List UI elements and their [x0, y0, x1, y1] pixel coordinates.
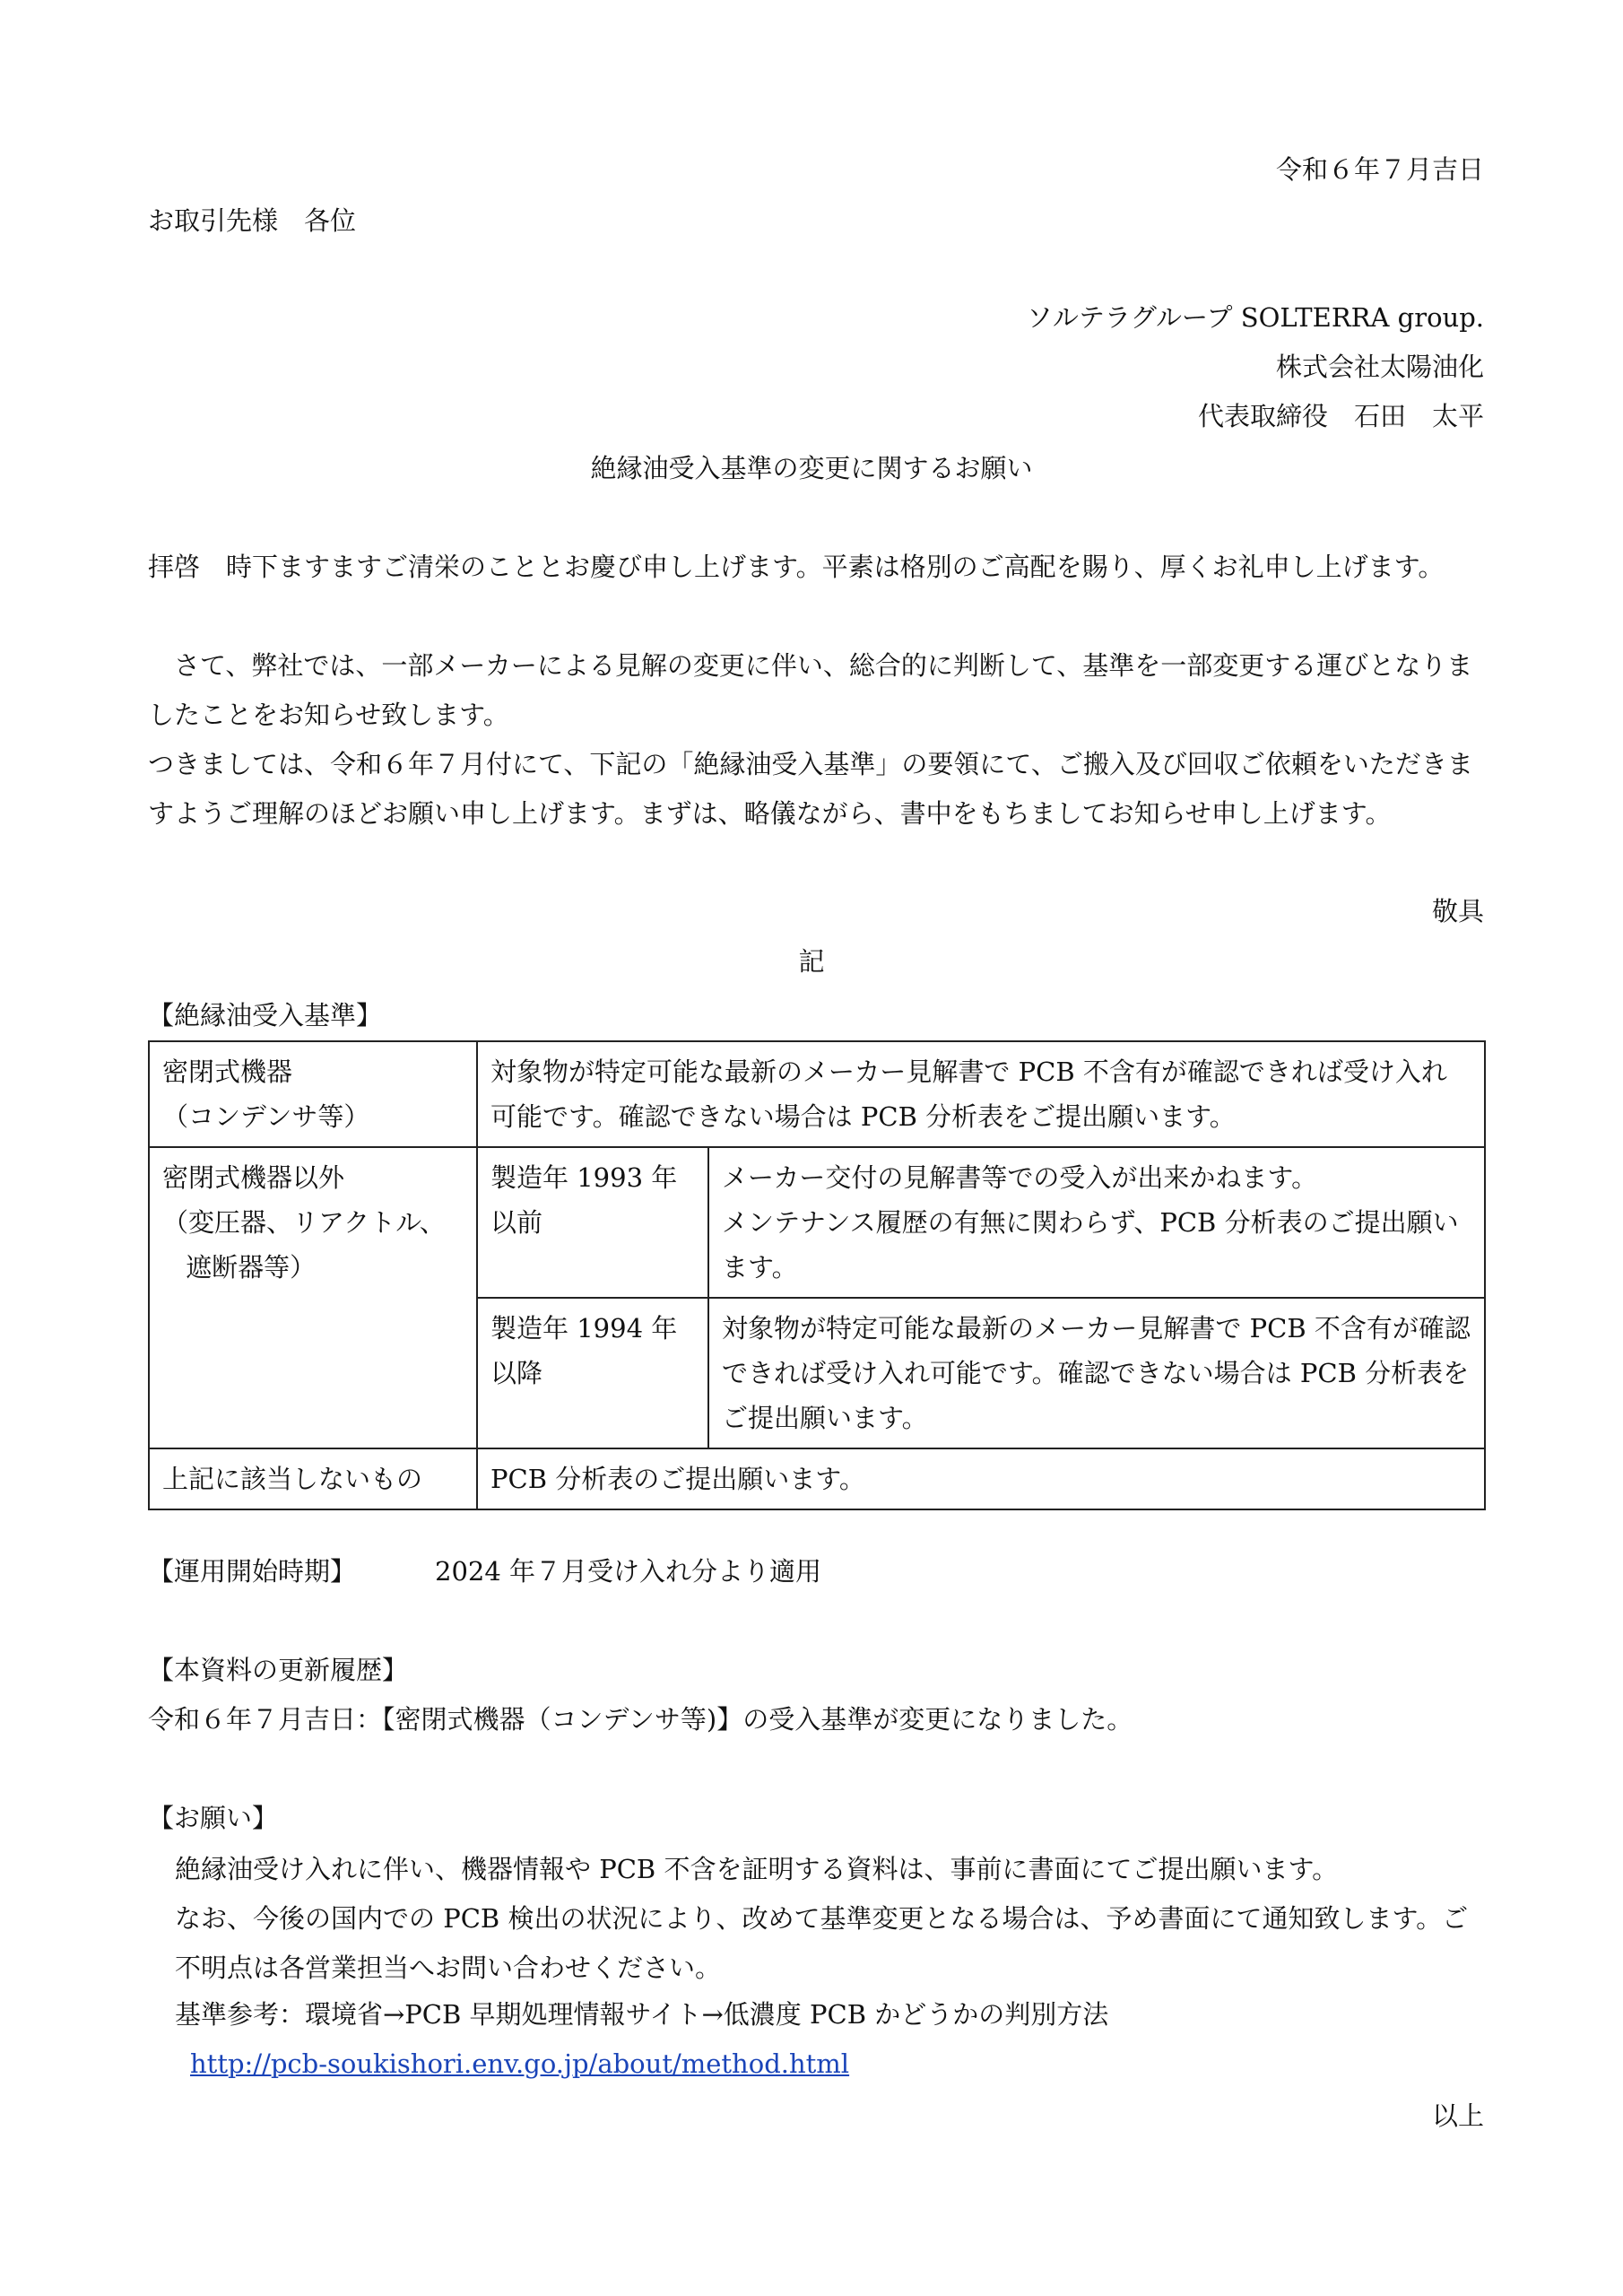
- table-row: [149, 1448, 1485, 1509]
- criteria-text-cell: 対象物が特定可能な最新のメーカー見解書で PCB 不含有が確認できれば受け入れ可能です。確認できない場合は PCB 分析表をご提出願います。: [477, 1041, 1485, 1147]
- history-label: 【本資料の更新履歴】: [148, 1655, 409, 1685]
- category-cell: 上記に該当しないもの: [149, 1448, 477, 1509]
- criteria-table: [148, 1040, 1486, 1510]
- end-mark: 以上: [1431, 2100, 1484, 2131]
- sender-group: ソルテラグループ SOLTERRA group.: [1026, 302, 1484, 333]
- reference-link[interactable]: http://pcb-soukishori.env.go.jp/about/method.html: [190, 2048, 850, 2079]
- category-cell: [149, 1147, 477, 1448]
- table-row: [149, 1041, 1485, 1147]
- document-title: 絶縁油受入基準の変更に関するお願い: [590, 453, 1033, 483]
- notice-paragraph: さて、弊社では、一部メーカーによる見解の変更に伴い、総合的に判断して、基準を一部変更する運びとなりましたことをお知らせ致します。: [148, 650, 1473, 730]
- recipient: お取引先様 各位: [148, 205, 357, 236]
- year-cell: 製造年 1993 年以前: [477, 1147, 708, 1298]
- closing-keigu: 敬具: [1431, 896, 1484, 926]
- request-line: 絶縁油受け入れに伴い、機器情報や PCB 不含を証明する資料は、事前に書面にてご提出願います。: [175, 1854, 1339, 1884]
- criteria-text-cell: [708, 1147, 1485, 1298]
- document-date: 令和６年７月吉日: [1275, 154, 1484, 185]
- year-cell: 製造年 1994 年以降: [477, 1298, 708, 1448]
- category-cell: [149, 1041, 477, 1147]
- criteria-line: メーカー交付の見解書等での受入が出来かねます。: [722, 1162, 1318, 1193]
- category-sublabel: （変圧器、リアクトル、: [162, 1207, 446, 1238]
- category-label: 密閉式機器: [162, 1057, 293, 1087]
- request-label: 【お願い】: [148, 1803, 279, 1833]
- reference-line: 基準参考：環境省→PCB 早期処理情報サイト→低濃度 PCB かどうかの判別方法: [175, 1999, 1109, 2030]
- criteria-text-cell: 対象物が特定可能な最新のメーカー見解書で PCB 不含有が確認できれば受け入れ可能です。確認できない場合は PCB 分析表をご提出願います。: [708, 1298, 1485, 1448]
- criteria-heading: 【絶縁油受入基準】: [148, 1000, 383, 1031]
- history-entry: 令和６年７月吉日：【密閉式機器（コンデンサ等)】の受入基準が変更になりました。: [148, 1704, 1133, 1735]
- operation-label: 【運用開始時期】: [148, 1556, 357, 1587]
- request-paragraph: つきましては、令和６年７月付にて、下記の「絶縁油受入基準」の要領にて、ご搬入及び回収ご依頼をいただきますようご理解のほどお願い申し上げます。まずは、略儀ながら、書中をもちましてお知らせ申し上げます。: [148, 749, 1473, 829]
- category-sublabel: 遮断器等）: [186, 1252, 317, 1283]
- sender-company: 株式会社太陽油化: [1275, 352, 1484, 382]
- table-row: [149, 1147, 1485, 1298]
- category-sublabel: （コンデンサ等）: [162, 1101, 370, 1132]
- criteria-line: メンテナンス履歴の有無に関わらず、PCB 分析表のご提出願います。: [722, 1207, 1459, 1283]
- criteria-text-cell: PCB 分析表のご提出願います。: [477, 1448, 1485, 1509]
- greeting-paragraph: 拝啓 時下ますますご清栄のこととお慶び申し上げます。平素は格別のご高配を賜り、厚くお礼申し上げます。: [148, 552, 1445, 582]
- category-label: 密閉式機器以外: [162, 1162, 345, 1193]
- operation-value: 2024 年７月受け入れ分より適用: [435, 1556, 822, 1587]
- sender-representative: 代表取締役 石田 太平: [1197, 401, 1484, 431]
- request-line: なお、今後の国内での PCB 検出の状況により、改めて基準変更となる場合は、予め書面にて通知致します。ご不明点は各営業担当へお問い合わせください。: [175, 1903, 1469, 1983]
- ki-mark: 記: [798, 946, 825, 977]
